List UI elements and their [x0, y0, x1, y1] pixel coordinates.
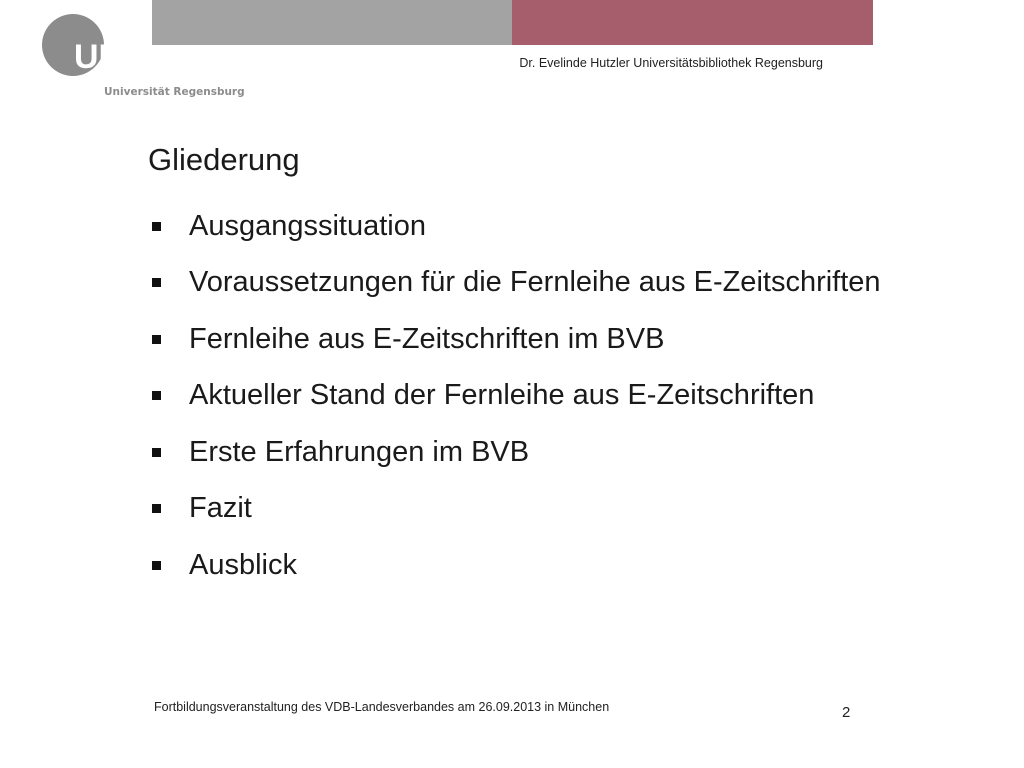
agenda-item-text: Erste Erfahrungen im BVB	[189, 435, 530, 468]
square-bullet-icon	[152, 222, 161, 231]
square-bullet-icon	[152, 278, 161, 287]
agenda-item-text: Fernleihe aus E-Zeitschriften im BVB	[189, 322, 665, 355]
agenda-item-text: Aktueller Stand der Fernleihe aus E-Zeitschriften	[189, 379, 815, 412]
agenda-item-text: Voraussetzungen für die Fernleihe aus E-Zeitschriften	[189, 266, 881, 299]
agenda-item	[152, 311, 881, 368]
agenda-item-text: Ausblick	[189, 548, 297, 581]
logo-mark-text: UR	[74, 38, 124, 76]
slide-title: Gliederung	[148, 142, 300, 177]
agenda-item	[152, 255, 881, 312]
agenda-list	[152, 198, 881, 594]
agenda-item-text: Ausgangssituation	[189, 209, 426, 242]
agenda-item-text: Fazit	[189, 492, 252, 525]
page-number: 2	[842, 704, 851, 721]
header-author: Dr. Evelinde Hutzler Universitätsbibliothek Regensburg	[519, 56, 823, 70]
square-bullet-icon	[152, 448, 161, 457]
university-logo	[40, 12, 245, 102]
footer-event: Fortbildungsveranstaltung des VDB-Landesverbandes am 26.09.2013 in München	[154, 700, 610, 714]
agenda-item	[152, 537, 881, 594]
square-bullet-icon	[152, 335, 161, 344]
header-bar-red	[512, 0, 873, 45]
agenda-item	[152, 481, 881, 538]
square-bullet-icon	[152, 561, 161, 570]
agenda-item	[152, 424, 881, 481]
agenda-item	[152, 368, 881, 425]
ur-logo-mark	[40, 12, 140, 82]
square-bullet-icon	[152, 504, 161, 513]
logo-university-name: Universität Regensburg	[104, 86, 245, 98]
agenda-item	[152, 198, 881, 255]
square-bullet-icon	[152, 391, 161, 400]
